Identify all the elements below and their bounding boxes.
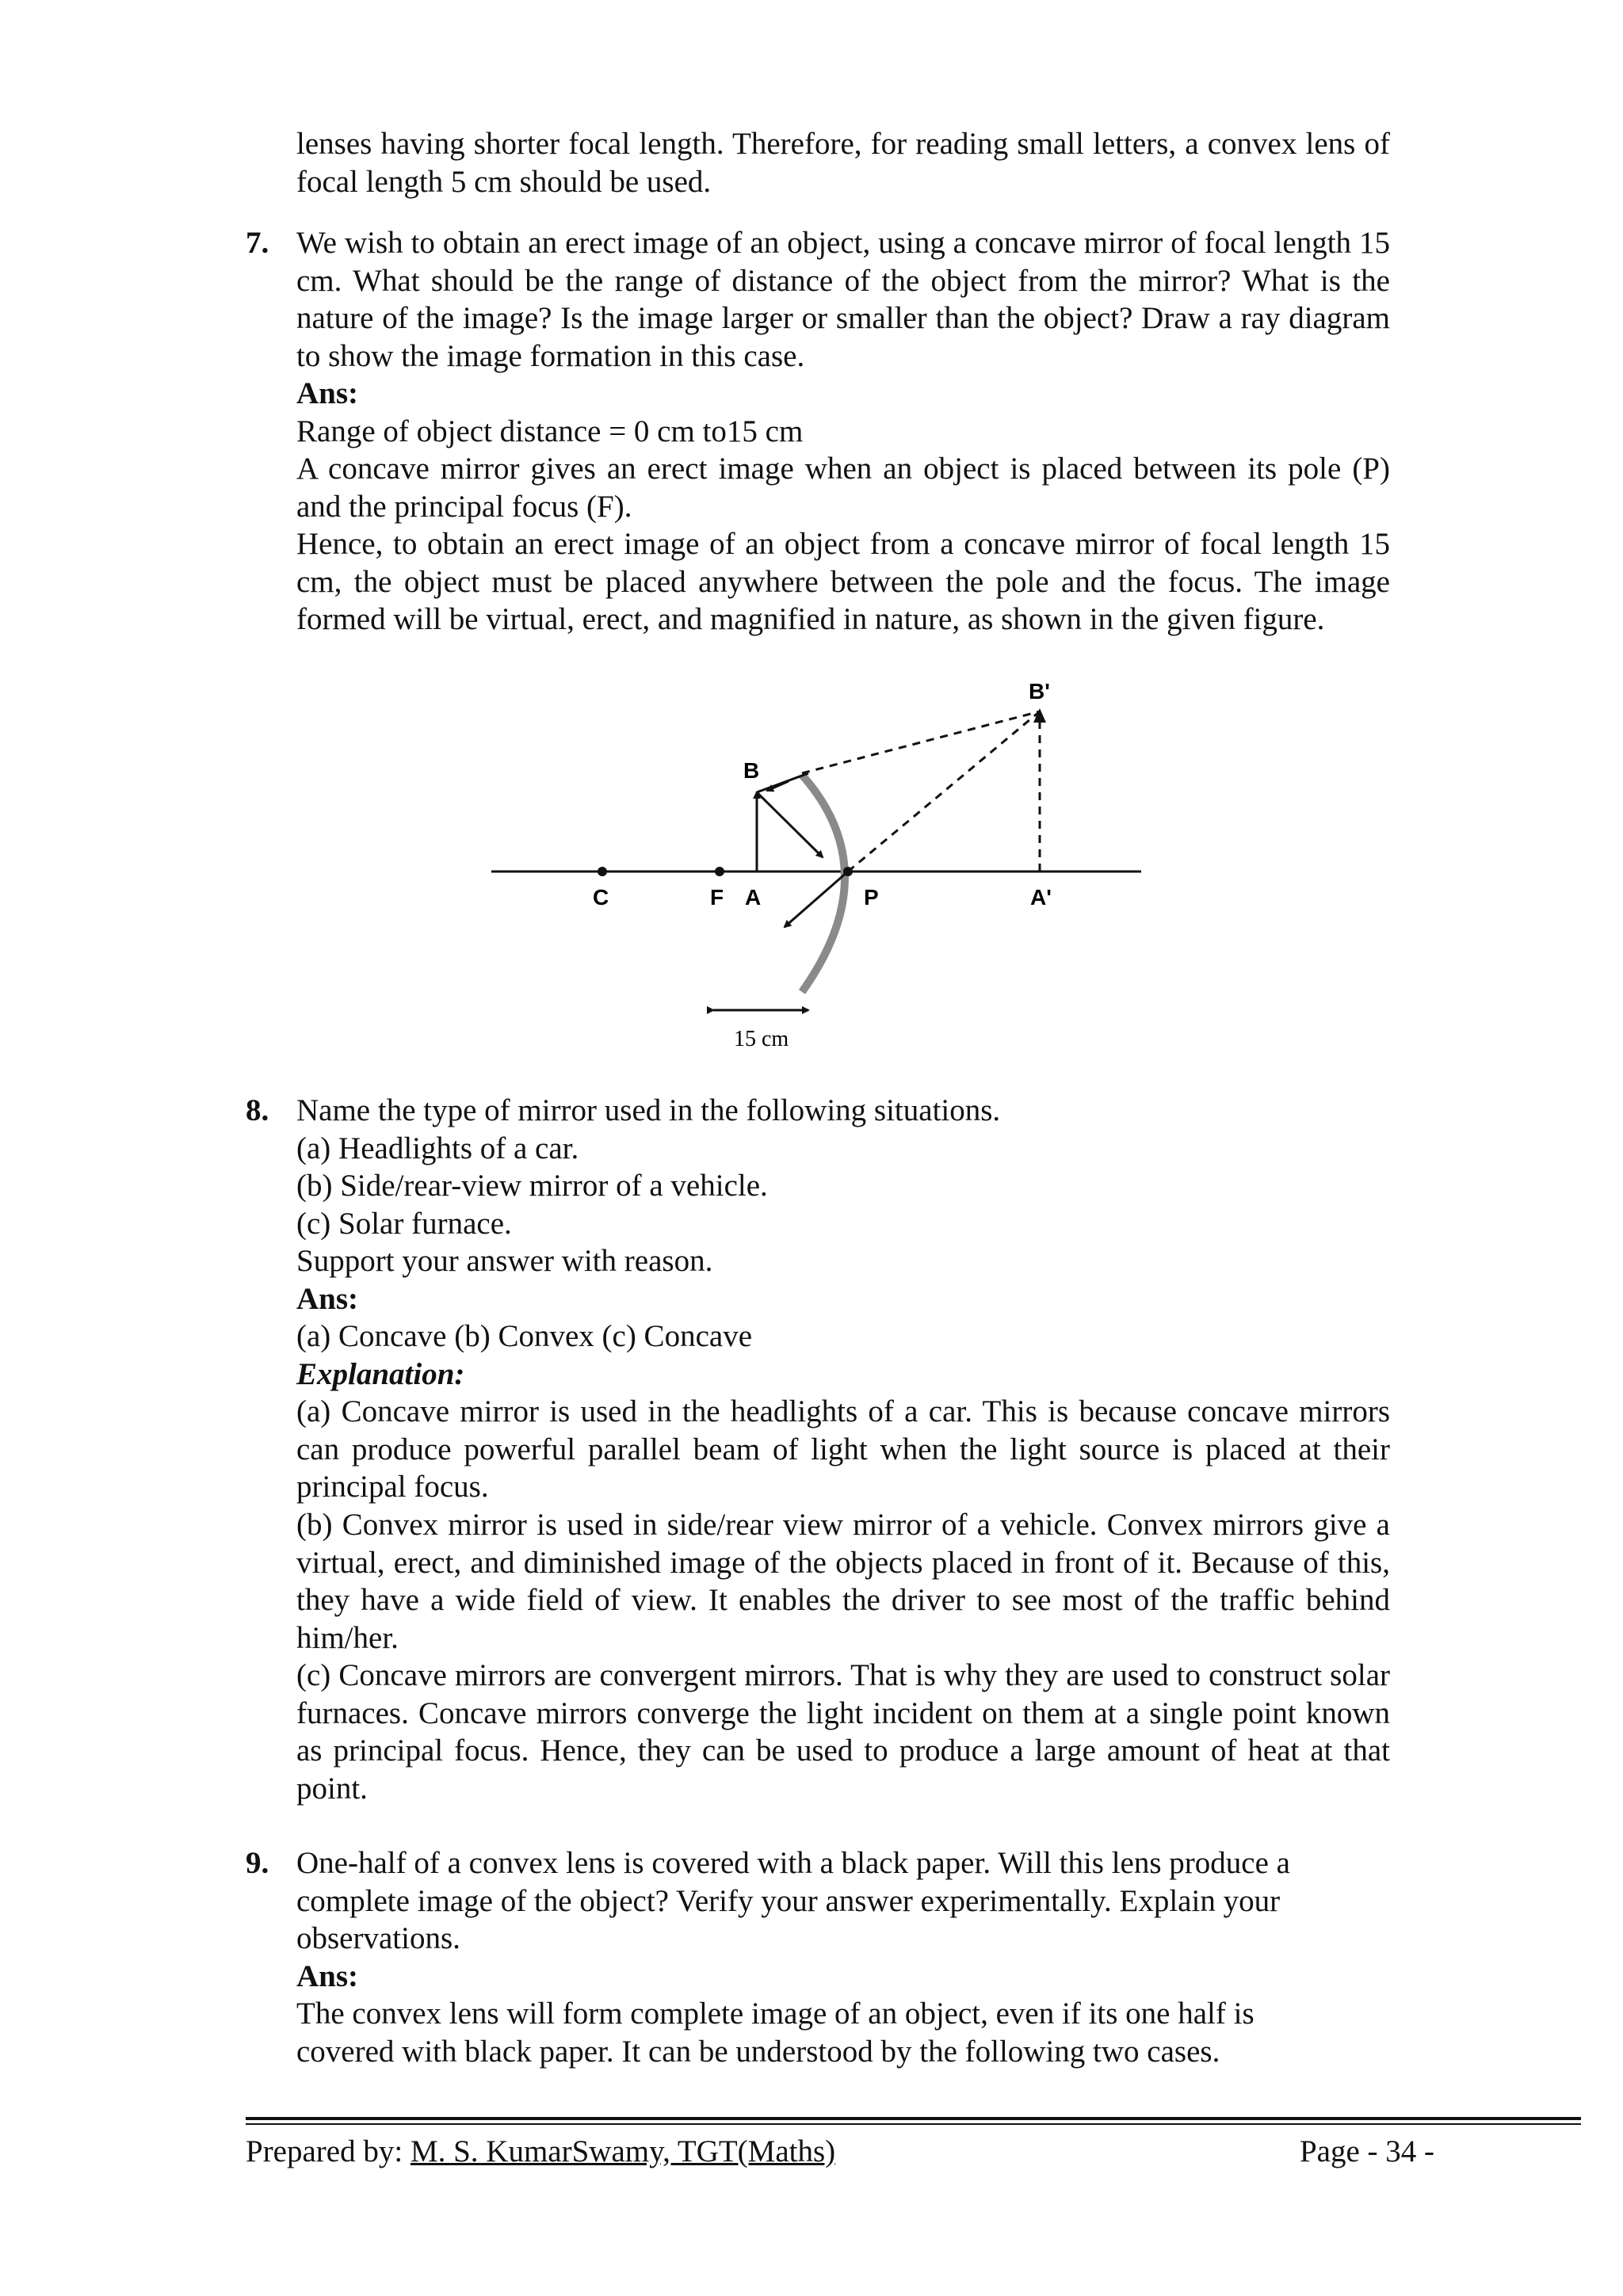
question-8-answer-summary: (a) Concave (b) Convex (c) Concave: [296, 1319, 753, 1353]
question-7-text: We wish to obtain an erect image of an object, using a concave mirror of focal length 15 cm. What should be the range of distance of the object from the mirror? What is the nature of the image? Is the image larger or smaller than the object? Draw a ray diagram to show the image formation in this case.: [296, 226, 1390, 373]
question-9-answer: The convex lens will form complete image of an object, even if its one half is covered with black paper. It can be understood by the following two cases.: [296, 1997, 1254, 2069]
intro-paragraph: lenses having shorter focal length. Therefore, for reading small letters, a convex lens of focal length 5 cm should be used.: [296, 127, 1390, 199]
label-b: B: [743, 758, 760, 783]
label-f: F: [710, 885, 724, 910]
question-8-item-c: (c) Solar furnace.: [296, 1207, 512, 1241]
footer-prepared-label: Prepared by:: [246, 2134, 403, 2168]
label-c: C: [593, 885, 609, 910]
concave-mirror: [802, 775, 845, 992]
question-8-support: Support your answer with reason.: [296, 1244, 713, 1278]
question-8-item-a: (a) Headlights of a car.: [296, 1131, 579, 1165]
label-15cm: 15 cm: [734, 1027, 789, 1051]
point-f: [715, 867, 724, 876]
footer-prepared-by: [246, 2133, 835, 2171]
question-8-number: 8.: [246, 1093, 269, 1127]
question-8-item-b: (b) Side/rear-view mirror of a vehicle.: [296, 1169, 768, 1203]
question-8-explanation-a: (a) Concave mirror is used in the headlights of a car. This is because concave mirrors can produce powerful parallel beam of light when the light source is placed at their principal focus.: [296, 1394, 1390, 1504]
question-8-explanation-label: Explanation:: [296, 1357, 465, 1391]
question-7-range: Range of object distance = 0 cm to15 cm: [296, 414, 804, 448]
question-8-ans-label: Ans:: [296, 1282, 359, 1316]
question-7-answer-2: Hence, to obtain an erect image of an object from a concave mirror of focal length 15 cm, the object must be placed anywhere between the pole and the focus. The image formed will be virtual, erect, and magnified in nature, as shown in the given figure.: [296, 527, 1390, 636]
label-b-prime: B': [1029, 679, 1050, 704]
question-9-ans-label: Ans:: [296, 1959, 359, 1993]
question-7-ans-label: Ans:: [296, 376, 359, 410]
question-8-text: Name the type of mirror used in the following situations.: [296, 1093, 1001, 1127]
question-7-number: 7.: [246, 226, 269, 260]
question-8-explanation-b: (b) Convex mirror is used in side/rear view mirror of a vehicle. Convex mirrors give a virtual, erect, and diminished image of the objects placed in front of it. Because of this, they have a wide field of view. It enables the driver to see most of the traffic behind him/her.: [296, 1508, 1390, 1655]
point-c: [598, 867, 607, 876]
label-a: A: [745, 885, 762, 910]
footer-rule-thick: [246, 2117, 1581, 2120]
label-a-prime: A': [1030, 885, 1052, 910]
footer-author: M. S. KumarSwamy, TGT(Maths): [410, 2134, 836, 2168]
reflected-ray-2: [767, 781, 789, 791]
footer-page-number: Page - 34 -: [1299, 2134, 1434, 2168]
label-p: P: [864, 885, 879, 910]
question-9-number: 9.: [246, 1846, 269, 1880]
ray-diagram: [475, 673, 1157, 1054]
incident-ray-1: [757, 792, 823, 857]
question-8-explanation-c: (c) Concave mirrors are convergent mirrors. That is why they are used to construct solar furnaces. Concave mirrors converge the light incident on them at a single point known as principal focus. Hence, they can be used to produce a large amount of heat at that point.: [296, 1658, 1390, 1806]
footer-rule-thin: [246, 2123, 1581, 2125]
question-7-answer-1: A concave mirror gives an erect image when an object is placed between its pole (P) and the principal focus (F).: [296, 452, 1390, 524]
question-9-text: One-half of a convex lens is covered with a black paper. Will this lens produce a complete image of the object? Verify your answer experimentally. Explain your observations.: [296, 1846, 1290, 1955]
